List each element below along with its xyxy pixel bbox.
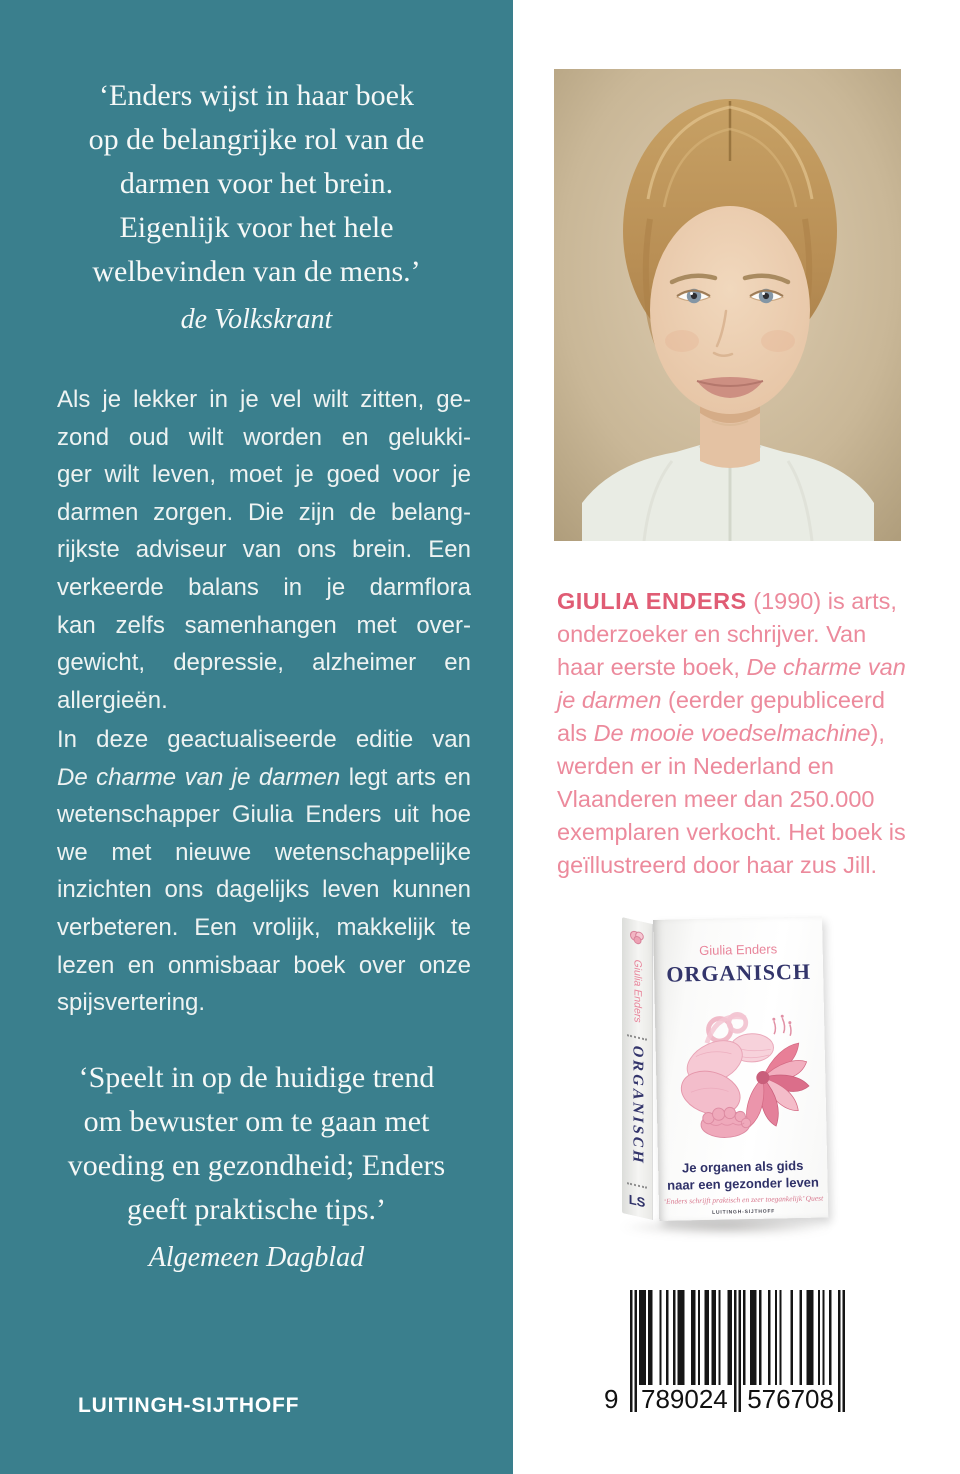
text-line: ger wilt leven, moet je goed voor je	[57, 461, 471, 489]
text-line: als De mooie voedselmachine),	[557, 720, 885, 746]
book-spine	[622, 917, 653, 1220]
text-line: voeding en gezondheid; Enders	[67, 1149, 446, 1182]
text-line: Eigenlijk voor het hele	[119, 211, 394, 244]
text-line: naar een gezonder leven	[667, 1174, 820, 1193]
text-line: In deze geactualiseerde editie van	[57, 726, 471, 753]
book-ground-shadow	[618, 1218, 835, 1236]
text-line: geeft praktische tips.’	[126, 1193, 387, 1226]
text-line: darmen voor het brein.	[119, 167, 394, 200]
text-line: allergieën.	[57, 686, 168, 714]
spine-divider-dots	[627, 1034, 647, 1041]
text-line: op de belangrijke rol van de	[88, 123, 425, 156]
text-line: onderzoeker en schrijver. Van	[557, 621, 867, 647]
text-line: darmen zorgen. Die zijn de belang-	[57, 498, 471, 526]
text-line: welbevinden van de mens.’	[92, 255, 421, 288]
quote-lines	[0, 74, 513, 294]
spine-divider-dots	[627, 1182, 647, 1189]
text-line: zond oud wilt worden en gelukki-	[57, 423, 471, 451]
quote-lines	[0, 1056, 513, 1232]
book-mockup-organisch	[616, 912, 831, 1242]
text-line: De charme van je darmen legt arts en	[57, 763, 471, 791]
spine-title: ORGANISCH	[629, 1043, 646, 1167]
spine-author: Giulia Enders	[631, 958, 644, 1025]
text-line: je darmen (eerder gepubliceerd	[557, 687, 885, 713]
barcode-digit-first: 9	[604, 1384, 619, 1414]
text-line: haar eerste boek, De charme van	[557, 654, 906, 680]
book-front-cover	[653, 916, 828, 1220]
press-quote-algemeen-dagblad	[0, 1056, 513, 1280]
barcode-digits-left: 789024	[637, 1385, 732, 1414]
ean-barcode	[604, 1290, 845, 1418]
text-line: rijkste adviseur van ons brein. Een	[57, 536, 471, 564]
quote-attribution: de Volkskrant	[180, 304, 333, 335]
text-line: om bewuster om te gaan met	[83, 1105, 430, 1138]
text-line: verkeerde balans in je darmflora	[57, 573, 471, 601]
text-line: ‘Enders wijst in haar boek	[99, 79, 414, 112]
cover-author: Giulia Enders	[698, 941, 778, 959]
text-line: we met nieuwe wetenschappelijke	[57, 838, 471, 866]
publisher-logo: LUITINGH-SIJTHOFF	[78, 1394, 300, 1417]
press-quote-volkskrant	[0, 74, 513, 342]
text-line: werden er in Nederland en	[557, 753, 834, 779]
spine-publisher-ls-logo: LS	[628, 1191, 646, 1211]
text-line: ‘Speelt in op de huidige trend	[78, 1061, 435, 1094]
text-line: wetenschapper Giulia Enders uit hoe	[57, 801, 471, 829]
text-line: kan zelfs samenhangen met over-	[57, 611, 471, 639]
text-line: lezen en onmisbaar boek over onze	[57, 951, 471, 979]
text-line: inzichten ons dagelijks leven kunnen	[57, 876, 471, 904]
author-portrait-photo	[554, 69, 901, 541]
text-line: Als je lekker in je vel wilt zitten, ge-	[57, 386, 471, 413]
author-bio	[557, 585, 913, 882]
portrait-illustration	[554, 69, 901, 541]
cover-publisher: LUITINGH-SIJTHOFF	[712, 1208, 776, 1216]
cover-title: ORGANISCH	[666, 958, 812, 987]
text-line: gewicht, depressie, alzheimer en	[57, 649, 471, 677]
text-line: Vlaanderen meer dan 250.000	[557, 786, 875, 812]
blurb-paragraph-1	[57, 381, 471, 719]
text-line: geïllustreerd door haar zus Jill.	[557, 852, 878, 878]
barcode-digits-right: 576708	[743, 1385, 838, 1414]
spine-brain-icon	[628, 926, 646, 948]
text-line: verbeteren. Een vrolijk, makkelijk te	[57, 913, 471, 941]
text-line: GIULIA ENDERS (1990) is arts,	[557, 588, 897, 614]
cover-tagline	[658, 1156, 828, 1194]
text-line: Je organen als gids	[681, 1157, 804, 1176]
text-line: spijsvertering.	[57, 989, 206, 1017]
cover-press-quote: ‘Enders schrijft praktisch en zeer toegankelijk’ Quest	[663, 1193, 824, 1206]
text-line: exemplaren verkocht. Het boek is	[557, 819, 906, 845]
blurb-paragraph-2	[57, 721, 471, 1022]
cover-organ-flower-illustration	[665, 999, 818, 1159]
quote-attribution: Algemeen Dagblad	[148, 1242, 365, 1273]
